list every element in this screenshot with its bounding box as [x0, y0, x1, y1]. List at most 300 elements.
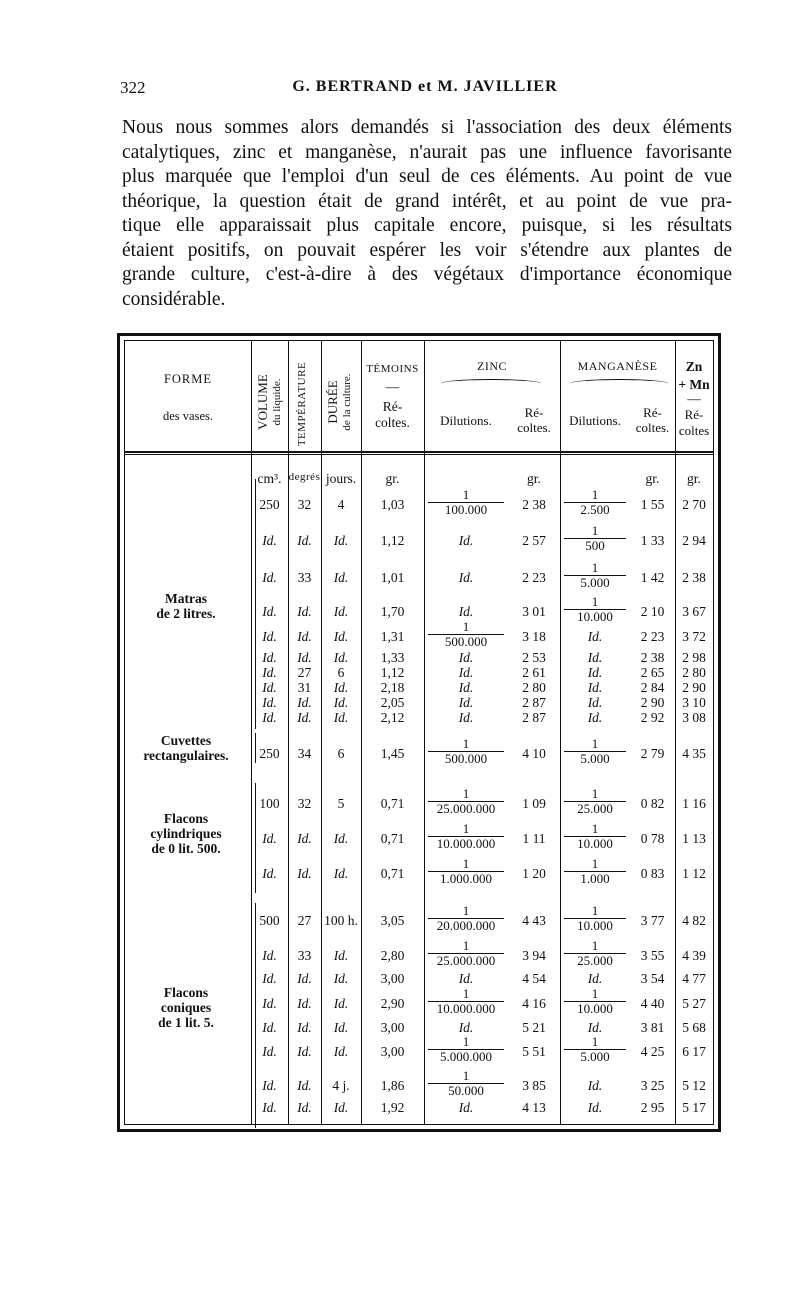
results-table — [117, 333, 721, 1132]
cell-zn-mn-recolte: 2 38 — [682, 570, 706, 585]
cell-zinc-recolte: 4 13 — [522, 1100, 546, 1115]
cell-temperature: Id. — [297, 604, 312, 619]
manganese-brace — [570, 379, 668, 388]
group-brace — [255, 903, 256, 1128]
cell-volume: Id. — [262, 629, 277, 644]
header-temoins-re: Ré- — [382, 399, 403, 414]
cell-mn-dilution-denominator: 5.000 — [564, 751, 626, 766]
cell-volume: 250 — [259, 746, 280, 761]
cell-temperature: Id. — [297, 1078, 312, 1093]
header-duree-sub: de la culture. — [341, 373, 353, 431]
page-number: 322 — [120, 78, 146, 97]
cell-mn-recolte: 2 79 — [640, 746, 665, 761]
paragraph-line: grande culture, c'est-à-dire à des végétaux d'importance économique — [122, 264, 732, 285]
cell-mn-dilution: Id. — [587, 665, 603, 680]
cell-temperature: Id. — [297, 695, 312, 710]
cell-zinc-dilution-numerator: 1 — [462, 903, 470, 918]
cell-zinc-dilution — [428, 904, 504, 933]
cell-zinc-dilution-denominator: 1.000.000 — [428, 871, 504, 886]
cell-volume: 100 — [259, 796, 280, 811]
header-manganese: MANGANÈSE — [577, 359, 658, 373]
cell-zinc-recolte: 3 01 — [522, 604, 546, 619]
header-zinc: ZINC — [477, 359, 507, 373]
cell-temoins: 2,80 — [380, 948, 405, 963]
group-label-line: coniques — [160, 1000, 212, 1015]
cell-temoins: 3,00 — [380, 971, 405, 986]
cell-duree: Id. — [333, 831, 349, 846]
cell-temperature: Id. — [297, 1100, 312, 1115]
header-zn-mn: + Mn — [678, 377, 710, 392]
cell-duree: Id. — [333, 1100, 349, 1115]
cell-zinc-dilution-denominator: 5.000.000 — [428, 1049, 504, 1064]
cell-temperature: 34 — [297, 746, 312, 761]
cell-temperature: Id. — [297, 629, 312, 644]
cell-zn-mn-recolte: 1 12 — [682, 866, 706, 881]
cell-temperature: Id. — [297, 650, 312, 665]
cell-temoins: 3,05 — [380, 913, 405, 928]
cell-zinc-recolte: 4 10 — [522, 746, 546, 761]
paragraph-line: tique elle apparaissait plus capitale encore, puisque, si les résultats — [122, 215, 732, 236]
cell-zinc-dilution-numerator: 1 — [462, 1034, 470, 1049]
cell-mn-dilution-numerator: 1 — [591, 736, 599, 751]
group-label-line: Cuvettes — [160, 733, 212, 748]
group-brace — [255, 783, 256, 893]
group-brace — [255, 479, 256, 729]
cell-temoins: 2,05 — [380, 695, 405, 710]
cell-mn-dilution — [564, 737, 626, 766]
cell-mn-recolte: 3 25 — [640, 1078, 665, 1093]
cell-temperature: Id. — [297, 866, 312, 881]
paragraph-line: Nous nous sommes alors demandés si l'association des deux éléments — [122, 117, 732, 138]
cell-zinc-recolte: 1 11 — [522, 831, 546, 846]
cell-temperature: 31 — [297, 680, 312, 695]
cell-zinc-recolte: 3 18 — [522, 629, 546, 644]
group-label-line: Matras — [165, 591, 207, 606]
group-brace — [255, 733, 256, 763]
header-temperature: TEMPÉRATURE — [296, 361, 308, 447]
group-label-line: de 0 lit. 500. — [151, 841, 221, 856]
cell-temoins: 2,12 — [380, 710, 405, 725]
header-volume — [256, 357, 286, 447]
unit-label: gr. — [527, 471, 541, 486]
cell-mn-recolte: 0 78 — [640, 831, 665, 846]
cell-temoins: 2,90 — [380, 996, 405, 1011]
cell-zn-mn-recolte: 4 77 — [682, 971, 706, 986]
col-rule — [560, 341, 561, 1124]
cell-duree: 6 — [337, 746, 345, 761]
cell-mn-recolte: 2 84 — [640, 680, 665, 695]
header-mn-recoltes-2: coltes. — [635, 420, 670, 435]
cell-mn-recolte: 1 42 — [640, 570, 665, 585]
cell-mn-recolte: 2 90 — [640, 695, 665, 710]
cell-zinc-recolte: 4 54 — [522, 971, 546, 986]
cell-mn-dilution — [564, 987, 626, 1016]
cell-duree: Id. — [333, 629, 349, 644]
cell-mn-recolte: 0 82 — [640, 796, 665, 811]
cell-mn-dilution: Id. — [587, 710, 603, 725]
cell-zinc-dilution: Id. — [458, 570, 474, 585]
cell-zinc-recolte: 2 61 — [522, 665, 546, 680]
cell-duree: Id. — [333, 866, 349, 881]
cell-zinc-recolte: 2 87 — [522, 695, 546, 710]
cell-temperature: 32 — [297, 796, 312, 811]
cell-zinc-dilution: Id. — [458, 1100, 474, 1115]
cell-mn-dilution — [564, 524, 626, 553]
header-mn-dilutions: Dilutions. — [569, 413, 621, 428]
cell-temoins: 0,71 — [380, 796, 405, 811]
cell-zinc-dilution-numerator: 1 — [462, 736, 470, 751]
cell-mn-recolte: 3 81 — [640, 1020, 665, 1035]
cell-temoins: 1,33 — [380, 650, 405, 665]
cell-zn-mn-recolte: 2 94 — [682, 533, 706, 548]
cell-zinc-dilution-denominator: 20.000.000 — [428, 918, 504, 933]
cell-zinc-dilution-numerator: 1 — [462, 938, 470, 953]
results-table-inner — [124, 340, 714, 1125]
cell-volume: 500 — [259, 913, 280, 928]
cell-duree: Id. — [333, 1044, 349, 1059]
cell-zn-mn-recolte: 4 82 — [682, 913, 706, 928]
cell-zinc-dilution: Id. — [458, 695, 474, 710]
cell-mn-dilution-denominator: 25.000 — [564, 801, 626, 816]
cell-temoins: 1,86 — [380, 1078, 405, 1093]
header-rule — [125, 454, 713, 455]
cell-zn-mn-recolte: 3 67 — [682, 604, 706, 619]
paragraph-line: plus marquée que l'emploi d'un seul de ces éléments. Au point de vue — [122, 166, 732, 187]
cell-mn-dilution-denominator: 10.000 — [564, 836, 626, 851]
cell-mn-dilution-numerator: 1 — [591, 938, 599, 953]
cell-mn-recolte: 3 54 — [640, 971, 665, 986]
cell-volume: Id. — [262, 1100, 277, 1115]
cell-zinc-dilution-numerator: 1 — [462, 619, 470, 634]
cell-zinc-dilution-denominator: 500.000 — [428, 634, 504, 649]
zinc-brace — [441, 379, 541, 388]
header-zinc-recoltes-1: Ré- — [524, 405, 544, 420]
cell-zinc-dilution — [428, 488, 504, 517]
cell-zinc-dilution: Id. — [458, 650, 474, 665]
group-label-line: Flacons — [163, 985, 209, 1000]
col-rule — [424, 341, 425, 1124]
cell-zinc-recolte: 4 16 — [522, 996, 546, 1011]
cell-volume: Id. — [262, 680, 277, 695]
cell-mn-dilution — [564, 857, 626, 886]
header-zn: Zn — [685, 359, 703, 374]
cell-mn-dilution: Id. — [587, 650, 603, 665]
header-zn-re: Ré- — [684, 407, 704, 422]
cell-mn-recolte: 1 33 — [640, 533, 665, 548]
cell-mn-dilution-numerator: 1 — [591, 856, 599, 871]
cell-mn-recolte: 0 83 — [640, 866, 665, 881]
cell-temoins: 3,00 — [380, 1044, 405, 1059]
cell-zinc-dilution-denominator: 100.000 — [428, 502, 504, 517]
cell-mn-dilution-numerator: 1 — [591, 786, 599, 801]
cell-zn-mn-recolte: 5 12 — [682, 1078, 706, 1093]
cell-zinc-dilution-denominator: 500.000 — [428, 751, 504, 766]
cell-mn-recolte: 1 55 — [640, 497, 665, 512]
cell-mn-dilution-numerator: 1 — [591, 821, 599, 836]
cell-zinc-dilution — [428, 737, 504, 766]
cell-duree: Id. — [333, 604, 349, 619]
cell-volume: Id. — [262, 1078, 277, 1093]
cell-zinc-dilution: Id. — [458, 533, 474, 548]
cell-mn-dilution: Id. — [587, 680, 603, 695]
cell-zinc-dilution-denominator: 25.000.000 — [428, 953, 504, 968]
cell-zinc-recolte: 3 94 — [522, 948, 546, 963]
cell-duree: Id. — [333, 710, 349, 725]
cell-duree: 4 j. — [332, 1078, 350, 1093]
header-zinc-recoltes — [508, 405, 560, 435]
cell-mn-dilution-numerator: 1 — [591, 487, 599, 502]
cell-zinc-dilution — [428, 822, 504, 851]
cell-temoins: 1,31 — [380, 629, 405, 644]
cell-zinc-dilution-denominator: 10.000.000 — [428, 1001, 504, 1016]
cell-volume: Id. — [262, 866, 277, 881]
paragraph-line: considérable. — [122, 288, 226, 310]
header-temoins: TÉMOINS — [366, 363, 419, 375]
cell-temperature: 33 — [297, 948, 312, 963]
cell-mn-dilution-numerator: 1 — [591, 1034, 599, 1049]
cell-mn-dilution-denominator: 25.000 — [564, 953, 626, 968]
cell-temoins: 2,18 — [380, 680, 405, 695]
cell-zinc-recolte: 2 53 — [522, 650, 546, 665]
cell-zn-mn-recolte: 2 80 — [682, 665, 706, 680]
header-mn-recoltes — [630, 405, 675, 435]
cell-zinc-recolte: 2 23 — [522, 570, 546, 585]
cell-mn-recolte: 4 25 — [640, 1044, 665, 1059]
cell-zn-mn-recolte: 2 90 — [682, 680, 706, 695]
cell-temperature: 27 — [297, 913, 312, 928]
cell-zn-mn-recolte: 3 72 — [682, 629, 706, 644]
cell-volume: Id. — [262, 831, 277, 846]
cell-mn-dilution — [564, 939, 626, 968]
cell-volume: 250 — [259, 497, 280, 512]
cell-temoins: 1,12 — [380, 533, 405, 548]
cell-zinc-recolte: 2 80 — [522, 680, 546, 695]
header-forme-sub: des vases. — [163, 409, 213, 423]
cell-volume: Id. — [262, 1044, 277, 1059]
cell-zinc-dilution-numerator: 1 — [462, 786, 470, 801]
group-label-line: cylindriques — [150, 826, 222, 841]
cell-temperature: 27 — [297, 665, 312, 680]
cell-zinc-dilution-numerator: 1 — [462, 856, 470, 871]
cell-mn-dilution — [564, 488, 626, 517]
cell-mn-dilution-numerator: 1 — [591, 903, 599, 918]
cell-zinc-dilution: Id. — [458, 971, 474, 986]
cell-mn-dilution: Id. — [587, 1100, 603, 1115]
cell-mn-dilution: Id. — [587, 1078, 603, 1093]
cell-zn-mn-recolte: 4 35 — [682, 746, 706, 761]
unit-label: cm³. — [257, 471, 282, 486]
cell-zinc-dilution: Id. — [458, 604, 474, 619]
cell-duree: 100 h. — [324, 913, 358, 928]
cell-zinc-recolte: 5 51 — [522, 1044, 546, 1059]
cell-mn-dilution: Id. — [587, 629, 603, 644]
cell-temperature: Id. — [297, 533, 312, 548]
cell-zinc-dilution-numerator: 1 — [462, 986, 470, 1001]
cell-zinc-recolte: 2 57 — [522, 533, 546, 548]
cell-mn-recolte: 4 40 — [640, 996, 665, 1011]
cell-volume: Id. — [262, 604, 277, 619]
cell-mn-dilution — [564, 561, 626, 590]
cell-zn-mn-recolte: 1 13 — [682, 831, 706, 846]
cell-duree: Id. — [333, 533, 349, 548]
cell-zinc-recolte: 3 85 — [522, 1078, 546, 1093]
cell-volume: Id. — [262, 665, 277, 680]
cell-mn-recolte: 3 55 — [640, 948, 665, 963]
page-header — [120, 78, 730, 102]
cell-zn-mn-recolte: 5 68 — [682, 1020, 706, 1035]
cell-duree: Id. — [333, 680, 349, 695]
cell-zn-mn-recolte: 3 08 — [682, 710, 706, 725]
cell-zinc-dilution: Id. — [458, 665, 474, 680]
cell-temperature: Id. — [297, 971, 312, 986]
cell-zn-mn-recolte: 3 10 — [682, 695, 706, 710]
cell-duree: Id. — [333, 971, 349, 986]
group-label — [125, 811, 247, 856]
cell-zinc-dilution: Id. — [458, 710, 474, 725]
cell-temperature: Id. — [297, 1044, 312, 1059]
unit-label: gr. — [385, 471, 400, 486]
cell-mn-dilution-denominator: 10.000 — [564, 918, 626, 933]
cell-zinc-dilution-numerator: 1 — [462, 821, 470, 836]
cell-mn-dilution-numerator: 1 — [591, 560, 599, 575]
cell-zn-mn-recolte: 5 17 — [682, 1100, 706, 1115]
cell-zn-mn-recolte: 6 17 — [682, 1044, 706, 1059]
cell-zn-mn-recolte: 4 39 — [682, 948, 706, 963]
cell-zinc-dilution: Id. — [458, 1020, 474, 1035]
cell-volume: Id. — [262, 695, 277, 710]
header-mn-recoltes-1: Ré- — [643, 405, 662, 420]
cell-mn-dilution-denominator: 10.000 — [564, 1001, 626, 1016]
cell-zn-mn-recolte: 2 98 — [682, 650, 706, 665]
cell-zinc-dilution-denominator: 10.000.000 — [428, 836, 504, 851]
cell-duree: Id. — [333, 695, 349, 710]
cell-zn-mn-recolte: 2 70 — [682, 497, 706, 512]
cell-zinc-dilution — [428, 987, 504, 1016]
cell-temoins: 0,71 — [380, 866, 405, 881]
cell-zinc-recolte: 2 38 — [522, 497, 546, 512]
cell-mn-recolte: 3 77 — [640, 913, 665, 928]
cell-mn-dilution-denominator: 500 — [564, 538, 626, 553]
cell-zinc-dilution — [428, 939, 504, 968]
cell-temoins: 3,00 — [380, 1020, 405, 1035]
cell-mn-dilution-denominator: 5.000 — [564, 1049, 626, 1064]
cell-duree: Id. — [333, 996, 349, 1011]
header-duree — [326, 357, 356, 447]
cell-temoins: 1,12 — [380, 665, 405, 680]
cell-mn-dilution: Id. — [587, 695, 603, 710]
header-temoins-coltes: coltes. — [375, 415, 410, 430]
cell-mn-recolte: 2 65 — [640, 665, 665, 680]
unit-label: gr. — [687, 471, 701, 486]
cell-temperature: Id. — [297, 996, 312, 1011]
group-label-line: de 2 litres. — [156, 606, 216, 621]
cell-mn-dilution: Id. — [587, 971, 603, 986]
cell-duree: Id. — [333, 948, 349, 963]
cell-zinc-dilution — [428, 1069, 504, 1098]
cell-temoins: 1,92 — [380, 1100, 405, 1115]
running-title: G. BERTRAND et M. JAVILLIER — [292, 78, 558, 95]
cell-zinc-dilution — [428, 620, 504, 649]
paragraph-line: catalytiques, zinc et manganèse, n'aurait pas une influence favorisante — [122, 141, 732, 163]
cell-zinc-recolte: 4 43 — [522, 913, 546, 928]
group-label — [125, 591, 247, 621]
group-label — [125, 733, 247, 763]
cell-mn-dilution — [564, 822, 626, 851]
cell-duree: 6 — [337, 665, 345, 680]
cell-volume: Id. — [262, 650, 277, 665]
cell-temperature: 33 — [297, 570, 312, 585]
cell-temperature: Id. — [297, 710, 312, 725]
cell-zn-mn-recolte: 1 16 — [682, 796, 706, 811]
cell-mn-dilution-numerator: 1 — [591, 523, 599, 538]
cell-zinc-dilution-numerator: 1 — [462, 487, 470, 502]
cell-temperature: Id. — [297, 1020, 312, 1035]
cell-temperature: 32 — [297, 497, 312, 512]
cell-volume: Id. — [262, 533, 277, 548]
cell-temoins: 0,71 — [380, 831, 405, 846]
cell-duree: Id. — [333, 1020, 349, 1035]
cell-mn-dilution-denominator: 5.000 — [564, 575, 626, 590]
cell-duree: 4 — [337, 497, 345, 512]
cell-volume: Id. — [262, 570, 277, 585]
cell-mn-recolte: 2 92 — [640, 710, 665, 725]
header-forme: FORME — [163, 372, 213, 386]
unit-label: gr. — [645, 471, 660, 486]
group-label — [125, 985, 247, 1030]
cell-zinc-dilution: Id. — [458, 680, 474, 695]
group-label-line: rectangulaires. — [143, 748, 229, 763]
header-temoins-dash: — — [385, 379, 400, 394]
cell-zinc-dilution-denominator: 50.000 — [428, 1083, 504, 1098]
cell-mn-dilution: Id. — [587, 1020, 603, 1035]
cell-mn-dilution-numerator: 1 — [591, 986, 599, 1001]
group-label-line: Flacons — [163, 811, 209, 826]
paragraph-line: théorique, la question était de grand intérêt, et au point de vue pra- — [122, 190, 732, 212]
cell-zinc-recolte: 1 20 — [522, 866, 546, 881]
body-paragraph — [122, 116, 732, 312]
cell-volume: Id. — [262, 996, 277, 1011]
cell-zinc-dilution — [428, 857, 504, 886]
cell-temoins: 1,01 — [380, 570, 405, 585]
cell-mn-dilution-numerator: 1 — [591, 594, 599, 609]
header-zinc-recoltes-2: coltes. — [517, 420, 551, 435]
cell-temoins: 1,70 — [380, 604, 405, 619]
cell-duree: Id. — [333, 570, 349, 585]
group-label-line: de 1 lit. 5. — [158, 1015, 214, 1030]
header-volume-sub: du liquide. — [271, 378, 283, 426]
cell-zn-mn-recolte: 5 27 — [682, 996, 706, 1011]
cell-zinc-recolte: 1 09 — [522, 796, 546, 811]
cell-mn-dilution — [564, 904, 626, 933]
cell-zinc-recolte: 2 87 — [522, 710, 546, 725]
cell-zinc-dilution — [428, 1035, 504, 1064]
paragraph-line: étaient positifs, on pouvait espérer les voir s'étendre aux plantes de — [122, 239, 732, 261]
cell-zinc-dilution-numerator: 1 — [462, 1068, 470, 1083]
unit-label: degrés — [288, 471, 321, 483]
cell-zinc-dilution-denominator: 25.000.000 — [428, 801, 504, 816]
cell-mn-dilution — [564, 595, 626, 624]
header-rule — [125, 451, 713, 453]
header-duree-label: DURÉE — [325, 380, 340, 424]
cell-zinc-dilution — [428, 787, 504, 816]
cell-mn-dilution — [564, 787, 626, 816]
cell-volume: Id. — [262, 710, 277, 725]
unit-label: jours. — [325, 471, 357, 486]
header-zinc-dilutions: Dilutions. — [440, 413, 492, 428]
cell-mn-recolte: 2 95 — [640, 1100, 665, 1115]
cell-temperature: Id. — [297, 831, 312, 846]
cell-volume: Id. — [262, 971, 277, 986]
